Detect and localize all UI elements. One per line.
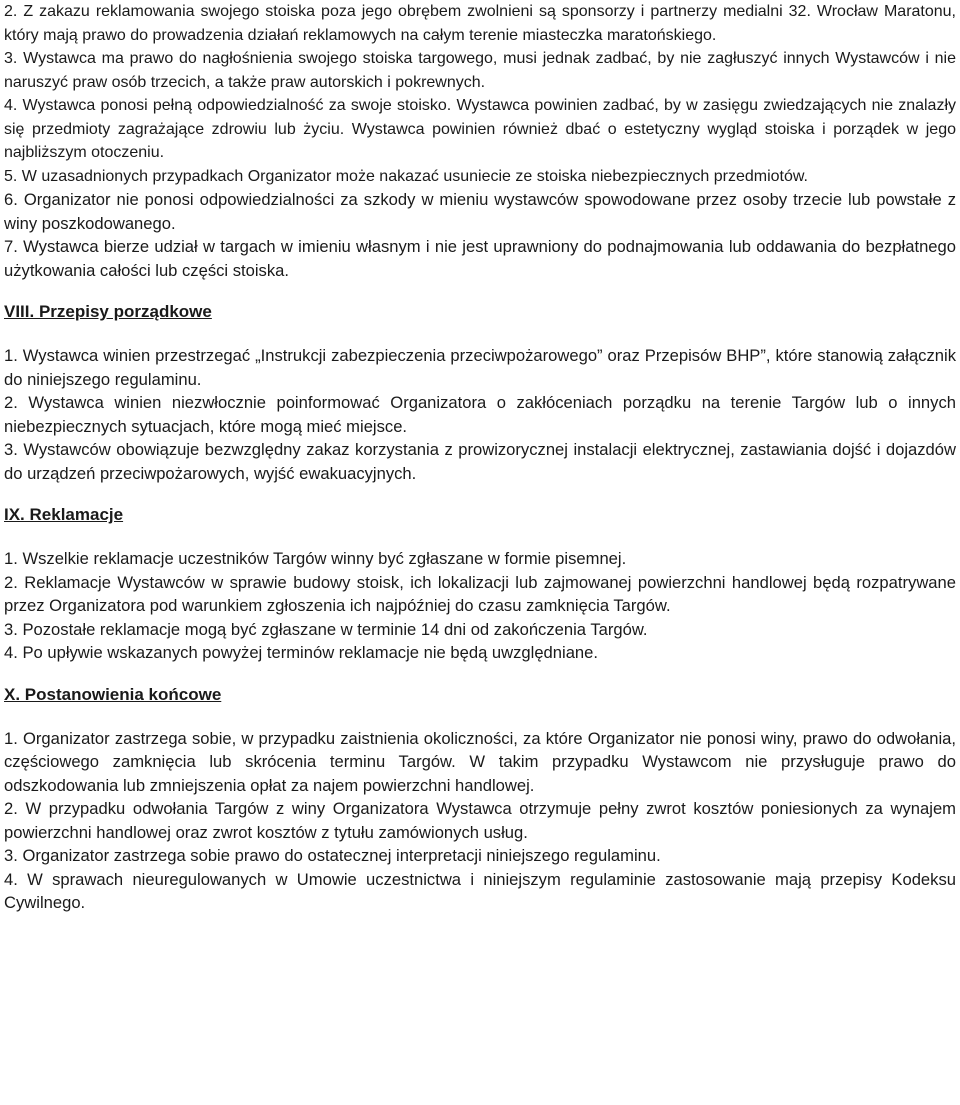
section10-item-4: 4. W sprawach nieuregulowanych w Umowie uczestnictwa i niniejszym regulaminie zastosowanie mają przepisy Kodeksu Cywilnego.	[4, 869, 956, 912]
document-page	[4, 0, 956, 915]
section8-item-1: 1. Wystawca winien przestrzegać „Instrukcji zabezpieczenia przeciwpożarowego” oraz Przepisów BHP”, które stanowią załącznik do niniejszego regulaminu.	[4, 346, 956, 389]
section10-item-3: 3. Organizator zastrzega sobie prawo do ostatecznej interpretacji niniejszego regulaminu.	[4, 846, 661, 865]
paragraph-5: 5. W uzasadnionych przypadkach Organizator może nakazać usuniecie ze stoiska niebezpiecznych przedmiotów.	[4, 167, 808, 185]
paragraph-2: 2. Z zakazu reklamowania swojego stoiska poza jego obrębem zwolnieni są sponsorzy i partnerzy medialni 32. Wrocław Maratonu, który mają prawo do prowadzenia działań reklamowych na całym terenie miasteczka maratońskiego.	[4, 3, 956, 44]
section9-item-4: 4. Po upływie wskazanych powyżej terminów reklamacje nie będą uwzględniane.	[4, 643, 598, 662]
section-heading-x: X. Postanowienia końcowe	[4, 684, 222, 704]
paragraph-6: 6. Organizator nie ponosi odpowiedzialności za szkody w mieniu wystawców spowodowane przez osoby trzecie lub powstałe z winy poszkodowanego.	[4, 190, 956, 233]
section9-item-2: 2. Reklamacje Wystawców w sprawie budowy stoisk, ich lokalizacji lub zajmowanej powierzchni handlowej będą rozpatrywane przez Organizatora pod warunkiem zgłoszenia ich najpóźniej do czasu zamknięcia Targów.	[4, 572, 956, 615]
section9-item-1: 1. Wszelkie reklamacje uczestników Targów winny być zgłaszane w formie pisemnej.	[4, 549, 627, 568]
section-heading-ix: IX. Reklamacje	[4, 505, 124, 524]
section10-item-1: 1. Organizator zastrzega sobie, w przypadku zaistnienia okoliczności, za które Organizator nie ponosi winy, prawo do odwołania, częściowego zamknięcia lub skrócenia terminu Targów. W takim przypadku Wystawcom nie przysługuje prawo do odszkodowania lub zmniejszenia opłat za najem powierzchni handlowej.	[4, 728, 956, 795]
paragraph-3: 3. Wystawca ma prawo do nagłośnienia swojego stoiska targowego, musi jednak zadbać, by nie zagłuszyć innych Wystawców i nie naruszyć praw osób trzecich, a także praw autorskich i pokrewnych.	[4, 50, 956, 91]
section9-item-3: 3. Pozostałe reklamacje mogą być zgłaszane w terminie 14 dni od zakończenia Targów.	[4, 619, 648, 639]
section-heading-viii: VIII. Przepisy porządkowe	[4, 302, 212, 321]
paragraph-4: 4. Wystawca ponosi pełną odpowiedzialność za swoje stoisko. Wystawca powinien zadbać, by w zasięgu zwiedzających nie znalazły się przedmioty zagrażające zdrowiu lub życiu. Wystawca powinien również dbać o estetyczny wygląd stoiska i porządek w jego najbliższym otoczeniu.	[4, 97, 956, 161]
section10-item-2: 2. W przypadku odwołania Targów z winy Organizatora Wystawca otrzymuje pełny zwrot kosztów poniesionych za wynajem powierzchni handlowej oraz zwrot kosztów z tytułu zamówionych usług.	[4, 799, 956, 842]
section8-item-2: 2. Wystawca winien niezwłocznie poinformować Organizatora o zakłóceniach porządku na terenie Targów lub o innych niebezpiecznych sytuacjach, które mogą mieć miejsce.	[4, 393, 956, 436]
paragraph-7: 7. Wystawca bierze udział w targach w imieniu własnym i nie jest uprawniony do podnajmowania lub oddawania do bezpłatnego użytkowania całości lub części stoiska.	[4, 237, 956, 280]
section8-item-3: 3. Wystawców obowiązuje bezwzględny zakaz korzystania z prowizorycznej instalacji elektrycznej, zastawiania dojść i dojazdów do urządzeń przeciwpożarowych, wyjść ewakuacyjnych.	[4, 440, 956, 483]
